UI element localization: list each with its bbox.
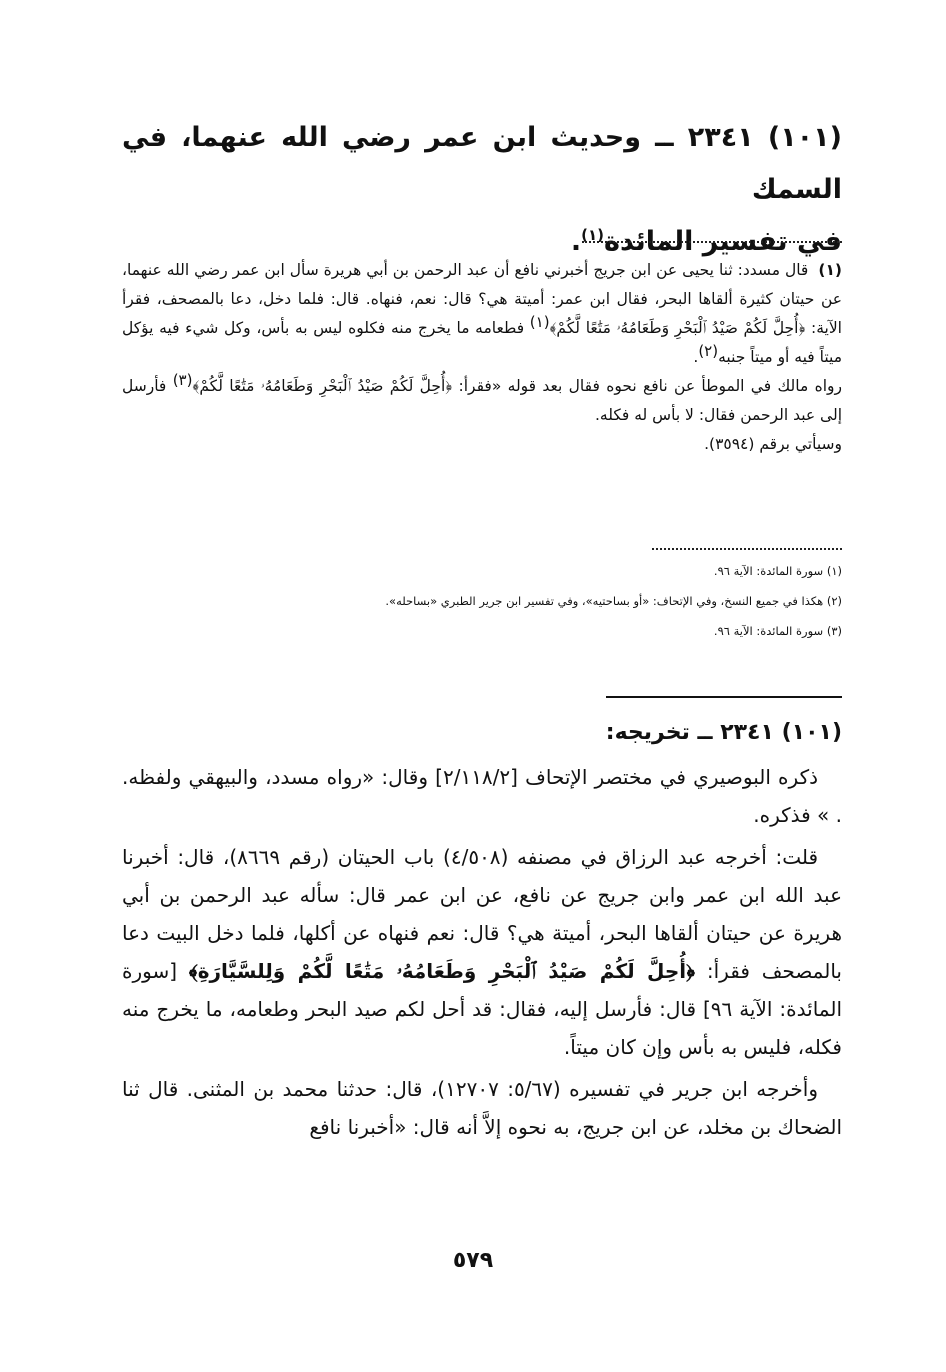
takhrij-paragraph-2 (122, 838, 842, 1066)
subnotes (122, 556, 842, 646)
heading-line-1: (١٠١) ٢٣٤١ ــ وحديث ابن عمر رضي الله عنهما، في السمك (122, 122, 842, 205)
subnote-2: (٢) هكذا في جميع النسخ، وفي الإتحاف: «أو بساحتيه»، وفي تفسير ابن جرير الطبري «بساحله». (385, 594, 842, 608)
section-rule (606, 696, 842, 698)
subnote-separator-dots (652, 548, 842, 550)
hadith-heading (122, 112, 842, 268)
footnote-text-2: فطعامه ما يخرج منه فكلوه ليس به بأس، وكل شيء فيه يؤكل ميتاً فيه أو ميتاً جنبه (122, 319, 842, 366)
takhrij-p2-a: قلت: أخرجه عبد الرزاق في مصنفه (٤/٥٠٨) باب الحيتان (رقم ٨٦٦٩)، قال: أخبرنا عبد الله ابن عمر وابن جريج عن نافع، عن ابن عمر قال: سأله عبد الرحمن بن أبي هريرة عن حيتان ألقاها البحر، أميتة هي؟ قال: نعم فنهاه عن أكلها، فلما دخل البيت دعا بالمصحف فقرأ: (122, 845, 842, 983)
footnote-paragraph-3: وسيأتي برقم (٣٥٩٤). (704, 435, 842, 453)
heading-end: . (570, 226, 582, 257)
footnote-text-1: قال مسدد: ثنا يحيى عن ابن جريج أخبرني نافع أن عبد الرحمن بن أبي هريرة سأل ابن عمر رضي الله عنهما، عن حيتان كثيرة ألقاها البحر، فقال ابن عمر: أميتة هي؟ قال: نعم، فنهاه. قال: فلما دخل، دعا بالمصحف، فقرأ الآية: ﴿أُحِلَّ لَكُمْ صَيْدُ ٱلْبَحْرِ وَطَعَامُهُۥ مَتَٰعًا لَّكُمْ﴾ (122, 261, 842, 337)
footnote-separator-dots (582, 241, 842, 243)
takhrij-paragraph-3: وأخرجه ابن جرير في تفسيره (٥/٦٧: ١٢٧٠٧)، قال: حدثنا محمد بن المثنى. قال ثنا الضحاك بن مخلد، عن ابن جريج، به نحوه إلاَّ أنه قال: «أخبرنا نافع (122, 1077, 842, 1139)
takhrij-paragraph-1: ذكره البوصيري في مختصر الإتحاف [٢/١١٨/٢] وقال: «رواه مسدد، والبيهقي ولفظه. . » فذكره. (122, 765, 842, 827)
footnote-text-3: . (693, 348, 699, 366)
footnote-ref-3: (٣) (172, 370, 193, 389)
footnote-main (122, 256, 842, 459)
subnote-1: (١) سورة المائدة: الآية ٩٦. (713, 564, 842, 578)
takhrij-p2-b: [سورة المائدة: الآية ٩٦] قال: فأرسل إليه، فقال: قد أحل لكم صيد البحر وطعامه، ما يخرج منه فكله، فليس به بأس وإن كان ميتاً. (122, 959, 842, 1059)
footnote-ref-2: (٢) (698, 341, 719, 360)
footnote-paragraph-2 (122, 372, 842, 430)
footnote-para2-a: رواه مالك في الموطأ عن نافع نحوه فقال بعد قوله «فقرأ: ﴿أُحِلَّ لَكُمْ صَيْدُ ٱلْبَحْرِ وَطَعَامُهُۥ مَتَٰعًا لَّكُمْ﴾ (192, 377, 842, 395)
heading-line-2: في تفسير المائدة (604, 226, 842, 257)
footnote-ref-1: (١) (529, 312, 550, 331)
page-number: ٥٧٩ (452, 1248, 494, 1273)
takhrij-body (122, 758, 842, 1150)
footnote-para2-b: فأرسل إلى عبد الرحمن فقال: لا بأس له فكله. (122, 377, 842, 424)
footnote-paragraph-1 (122, 256, 842, 372)
footnote-number: (١) (818, 261, 842, 279)
heading-note-ref: (١) (581, 226, 605, 244)
subnote-3: (٣) سورة المائدة: الآية ٩٦. (713, 624, 842, 638)
takhrij-title: (١٠١) ٢٣٤١ ــ تخريجه: (605, 720, 842, 745)
takhrij-p2-quran: ﴿أُحِلَّ لَكُمْ صَيْدُ ٱلْبَحْرِ وَطَعَامُهُۥ مَتَٰعًا لَّكُمْ وَلِلسَّيَّارَةِ﴾ (188, 959, 696, 983)
